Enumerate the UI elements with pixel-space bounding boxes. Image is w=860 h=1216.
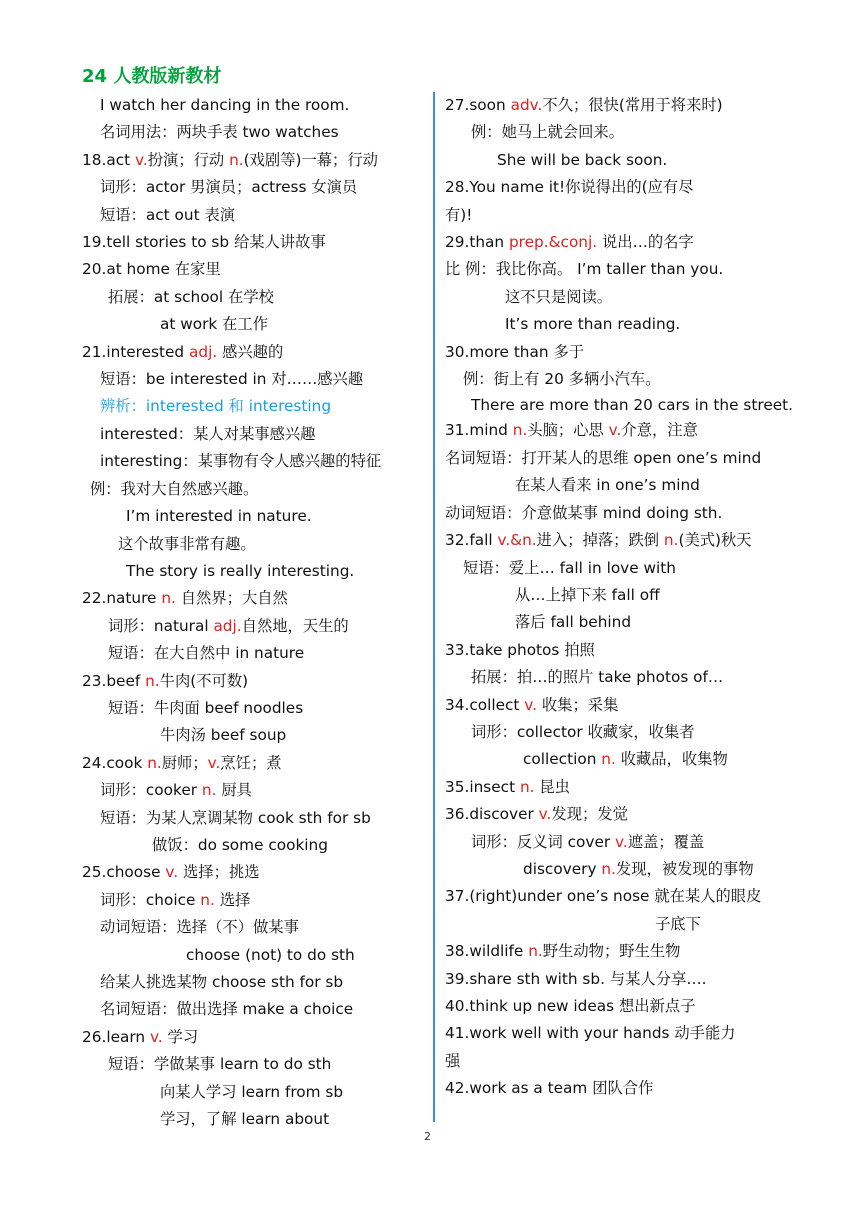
line-text: 强 <box>445 1051 461 1070</box>
line-text: 不久；很快(常用于将来时) <box>542 96 723 114</box>
line-text: 短语：学做某事 learn to do sth <box>108 1055 332 1074</box>
left-line <box>82 1106 428 1133</box>
left-line <box>82 531 428 558</box>
part-of-speech-label: n. <box>512 421 528 440</box>
part-of-speech-label: v. <box>538 805 552 824</box>
line-text: discovery <box>523 859 602 878</box>
line-text: 18.act <box>82 150 135 169</box>
right-line <box>445 692 805 719</box>
line-text: 比 例：我比你高。 I’m taller than you. <box>445 260 724 279</box>
line-text: 23.beef <box>82 671 146 690</box>
right-line <box>445 311 805 338</box>
left-line <box>82 339 428 366</box>
part-of-speech-label: n. <box>161 589 176 608</box>
left-line <box>82 92 428 119</box>
left-line <box>82 887 428 914</box>
part-of-speech-label: v.&n. <box>497 531 537 550</box>
line-text: 收集；采集 <box>537 695 619 714</box>
left-line <box>82 202 428 229</box>
line-text: 32.fall <box>445 531 498 550</box>
line-text: 词形：collector 收藏家，收集者 <box>471 722 695 741</box>
left-line <box>82 777 428 804</box>
right-line <box>445 229 805 256</box>
left-line <box>82 174 428 201</box>
right-line <box>445 966 805 993</box>
right-line <box>445 1048 805 1075</box>
right-line <box>445 284 805 311</box>
line-text: 牛肉(不可数) <box>159 671 249 690</box>
line-text: I’m interested in nature. <box>126 507 312 526</box>
part-of-speech-label: prep.&conj. <box>508 233 598 252</box>
line-text: 28.You name it!你说得出的(应有尽 <box>445 178 694 197</box>
part-of-speech-label: n. <box>145 671 160 690</box>
line-text: 短语：爱上… fall in love with <box>463 558 676 577</box>
left-line <box>82 969 428 996</box>
column-divider <box>433 92 435 1122</box>
left-line <box>82 229 428 256</box>
line-text: choose (not) to do sth <box>186 945 355 964</box>
right-line <box>445 119 805 146</box>
part-of-speech-label: v. <box>524 695 538 714</box>
line-text: 30.more than 多于 <box>445 342 585 361</box>
left-line <box>82 421 428 448</box>
line-text: 名词短语：做出选择 make a choice <box>100 1000 354 1019</box>
line-text: The story is really interesting. <box>126 561 355 580</box>
right-line <box>445 472 805 499</box>
line-text: 发现，被发现的事物 <box>615 859 754 878</box>
line-text: 厨具 <box>216 781 252 800</box>
line-text: 24.cook <box>82 753 148 772</box>
left-line <box>82 503 428 530</box>
part-of-speech-label: v. <box>134 150 148 169</box>
right-line <box>445 1075 805 1102</box>
left-line <box>82 805 428 832</box>
line-text: 介意，注意 <box>621 421 698 440</box>
line-text: at work 在工作 <box>160 315 269 334</box>
line-text: 名词短语：打开某人的思维 open one’s mind <box>445 448 762 467</box>
line-text: 短语：act out 表演 <box>100 205 236 224</box>
left-line <box>82 832 428 859</box>
line-text: 37.(right)under one’s nose 就在某人的眼皮 <box>445 887 762 906</box>
line-text: 这个故事非常有趣。 <box>118 534 256 553</box>
right-line <box>445 417 805 444</box>
left-line <box>82 914 428 941</box>
line-text: 34.collect <box>445 695 525 714</box>
part-of-speech-label: n. <box>519 777 535 796</box>
part-of-speech-label: adj. <box>213 616 242 635</box>
right-line <box>445 664 805 691</box>
right-line <box>445 527 805 554</box>
line-text: 动词短语：选择（不）做某事 <box>100 918 299 937</box>
line-text: 31.mind <box>445 421 513 440</box>
left-line <box>82 859 428 886</box>
page-number: 2 <box>424 1130 431 1143</box>
line-text: 词形：actor 男演员；actress 女演员 <box>100 178 358 197</box>
line-text: 做饭：do some cooking <box>152 835 328 854</box>
part-of-speech-label: n. <box>601 750 616 769</box>
line-text: 21.interested <box>82 342 189 361</box>
right-line <box>445 774 805 801</box>
left-line <box>82 585 428 612</box>
line-text: There are more than 20 cars in the street. <box>471 396 793 415</box>
line-text: 感兴趣的 <box>217 342 284 361</box>
right-line <box>445 339 805 366</box>
line-text: 39.share sth with sb. 与某人分享…. <box>445 969 707 988</box>
line-text: 这不只是阅读。 <box>505 287 613 306</box>
right-column <box>445 92 805 1103</box>
right-line <box>445 555 805 582</box>
left-line <box>82 640 428 667</box>
right-line <box>445 856 805 883</box>
line-text: 厨师； <box>161 753 208 772</box>
right-line <box>445 256 805 283</box>
left-line <box>82 284 428 311</box>
line-text: 27.soon <box>445 96 511 114</box>
left-line <box>82 393 428 420</box>
right-line <box>445 993 805 1020</box>
line-text: 名词用法：两块手表 two watches <box>100 123 339 142</box>
part-of-speech-label: n. <box>663 531 679 550</box>
line-text: 拓展：at school 在学校 <box>108 287 274 306</box>
line-text: 选择 <box>214 890 251 909</box>
line-text: 40.think up new ideas 想出新点子 <box>445 997 696 1015</box>
part-of-speech-label: v. <box>165 863 179 882</box>
left-line <box>82 256 428 283</box>
line-text: 学习，了解 learn about <box>160 1110 330 1129</box>
line-text: 41.work well with your hands 动手能力 <box>445 1024 736 1043</box>
line-text: 例：街上有 20 多辆小汽车。 <box>463 370 661 389</box>
part-of-speech-label: adv. <box>510 96 543 114</box>
right-line <box>445 92 805 119</box>
right-line <box>445 147 805 174</box>
line-text: 短语：牛肉面 beef noodles <box>108 698 304 717</box>
part-of-speech-label: n. <box>528 942 543 961</box>
page-header-title: 24 人教版新教材 <box>82 66 222 87</box>
line-text: 26.learn <box>82 1027 150 1046</box>
right-line <box>445 938 805 965</box>
line-text: 学习 <box>162 1027 199 1046</box>
line-text: (戏剧等)一幕；行动 <box>243 150 378 169</box>
line-text: 昆虫 <box>534 777 570 796</box>
line-text: 29.than <box>445 233 509 252</box>
line-text: I watch her dancing in the room. <box>100 96 350 114</box>
left-line <box>82 1024 428 1051</box>
part-of-speech-label: n. <box>147 753 162 772</box>
right-line <box>445 637 805 664</box>
line-text: collection <box>523 750 602 769</box>
right-line <box>445 609 805 636</box>
right-line <box>445 202 805 229</box>
line-text: She will be back soon. <box>497 150 668 169</box>
line-text: 例：我对大自然感兴趣。 <box>90 479 259 498</box>
line-text: 动词短语：介意做某事 mind doing sth. <box>445 503 723 522</box>
left-line <box>82 1051 428 1078</box>
line-text: 有)! <box>445 205 473 224</box>
part-of-speech-label: n. <box>601 859 616 878</box>
part-of-speech-label: n. <box>201 781 217 800</box>
right-line <box>445 911 805 938</box>
left-line <box>82 311 428 338</box>
right-line <box>445 445 805 472</box>
line-text: 自然地，天生的 <box>241 616 349 635</box>
line-text: 词形：natural <box>108 616 214 635</box>
line-text: 35.insect <box>445 777 520 796</box>
line-text: 22.nature <box>82 589 162 608</box>
right-line <box>445 393 805 417</box>
line-text: 例：她马上就会回来。 <box>471 123 624 142</box>
line-text: 36.discover <box>445 805 539 824</box>
left-line <box>82 668 428 695</box>
right-line <box>445 1020 805 1047</box>
right-line <box>445 719 805 746</box>
left-line <box>82 119 428 146</box>
right-line <box>445 829 805 856</box>
line-text: 进入；掉落；跌倒 <box>536 531 664 550</box>
line-text: 扮演；行动 <box>147 150 230 169</box>
left-line <box>82 476 428 503</box>
part-of-speech-label: v. <box>149 1027 163 1046</box>
right-line <box>445 582 805 609</box>
left-line <box>82 996 428 1023</box>
left-column <box>82 92 428 1133</box>
right-line <box>445 366 805 393</box>
left-line <box>82 448 428 475</box>
part-of-speech-label: v. <box>615 832 628 851</box>
left-line <box>82 558 428 585</box>
left-line <box>82 750 428 777</box>
line-text: 子底下 <box>655 914 701 933</box>
line-text: 收藏品，收集物 <box>615 750 728 769</box>
right-line <box>445 500 805 527</box>
line-text: 38.wildlife <box>445 942 529 961</box>
line-text: interested：某人对某事感兴趣 <box>100 424 316 443</box>
line-text: 头脑；心思 <box>527 421 609 440</box>
line-text: 自然界；大自然 <box>175 589 288 608</box>
line-text: interesting：某事物有令人感兴趣的特征 <box>100 452 382 471</box>
line-text: 25.choose <box>82 863 166 882</box>
part-of-speech-label: n. <box>229 150 244 169</box>
line-text: 烹饪；煮 <box>220 753 282 772</box>
line-text: 词形：cooker <box>100 781 202 800</box>
right-line <box>445 883 805 910</box>
right-line <box>445 174 805 201</box>
left-line <box>82 942 428 969</box>
line-text: 落后 fall behind <box>515 613 632 632</box>
left-line <box>82 147 428 174</box>
line-text: 19.tell stories to sb 给某人讲故事 <box>82 233 326 252</box>
line-text: 拓展：拍…的照片 take photos of… <box>471 668 724 687</box>
line-text: 发现；发觉 <box>551 805 628 824</box>
line-text: 20.at home 在家里 <box>82 260 221 279</box>
part-of-speech-label: n. <box>200 890 215 909</box>
line-text: 说出…的名字 <box>597 233 694 252</box>
line-text: 33.take photos 拍照 <box>445 640 595 659</box>
line-text: 牛肉汤 beef soup <box>160 726 287 745</box>
line-text: 遮盖；覆盖 <box>627 832 705 851</box>
line-text: (美式)秋天 <box>678 531 752 550</box>
line-text: 向某人学习 learn from sb <box>160 1082 344 1101</box>
line-text: 从…上掉下来 fall off <box>515 585 660 604</box>
line-text: 词形：反义词 cover <box>471 832 616 851</box>
right-line <box>445 746 805 773</box>
right-line <box>445 801 805 828</box>
left-line <box>82 722 428 749</box>
part-of-speech-label: adj. <box>189 342 218 361</box>
part-of-speech-label: v. <box>207 753 221 772</box>
line-text: 词形：choice <box>100 890 201 909</box>
line-text: 野生动物；野生生物 <box>542 942 681 961</box>
part-of-speech-label: v. <box>608 421 622 440</box>
left-line <box>82 695 428 722</box>
line-text: It’s more than reading. <box>505 315 681 334</box>
line-text: 42.work as a team 团队合作 <box>445 1079 654 1098</box>
line-text: 辨析：interested 和 interesting <box>100 397 332 416</box>
left-line <box>82 1079 428 1106</box>
line-text: 给某人挑选某物 choose sth for sb <box>100 973 344 991</box>
line-text: 短语：be interested in 对……感兴趣 <box>100 370 364 389</box>
line-text: 选择；挑选 <box>178 863 260 882</box>
left-line <box>82 613 428 640</box>
line-text: 在某人看来 in one’s mind <box>515 476 700 495</box>
left-line <box>82 366 428 393</box>
line-text: 短语：为某人烹调某物 cook sth for sb <box>100 808 371 827</box>
line-text: 短语：在大自然中 in nature <box>108 644 305 663</box>
